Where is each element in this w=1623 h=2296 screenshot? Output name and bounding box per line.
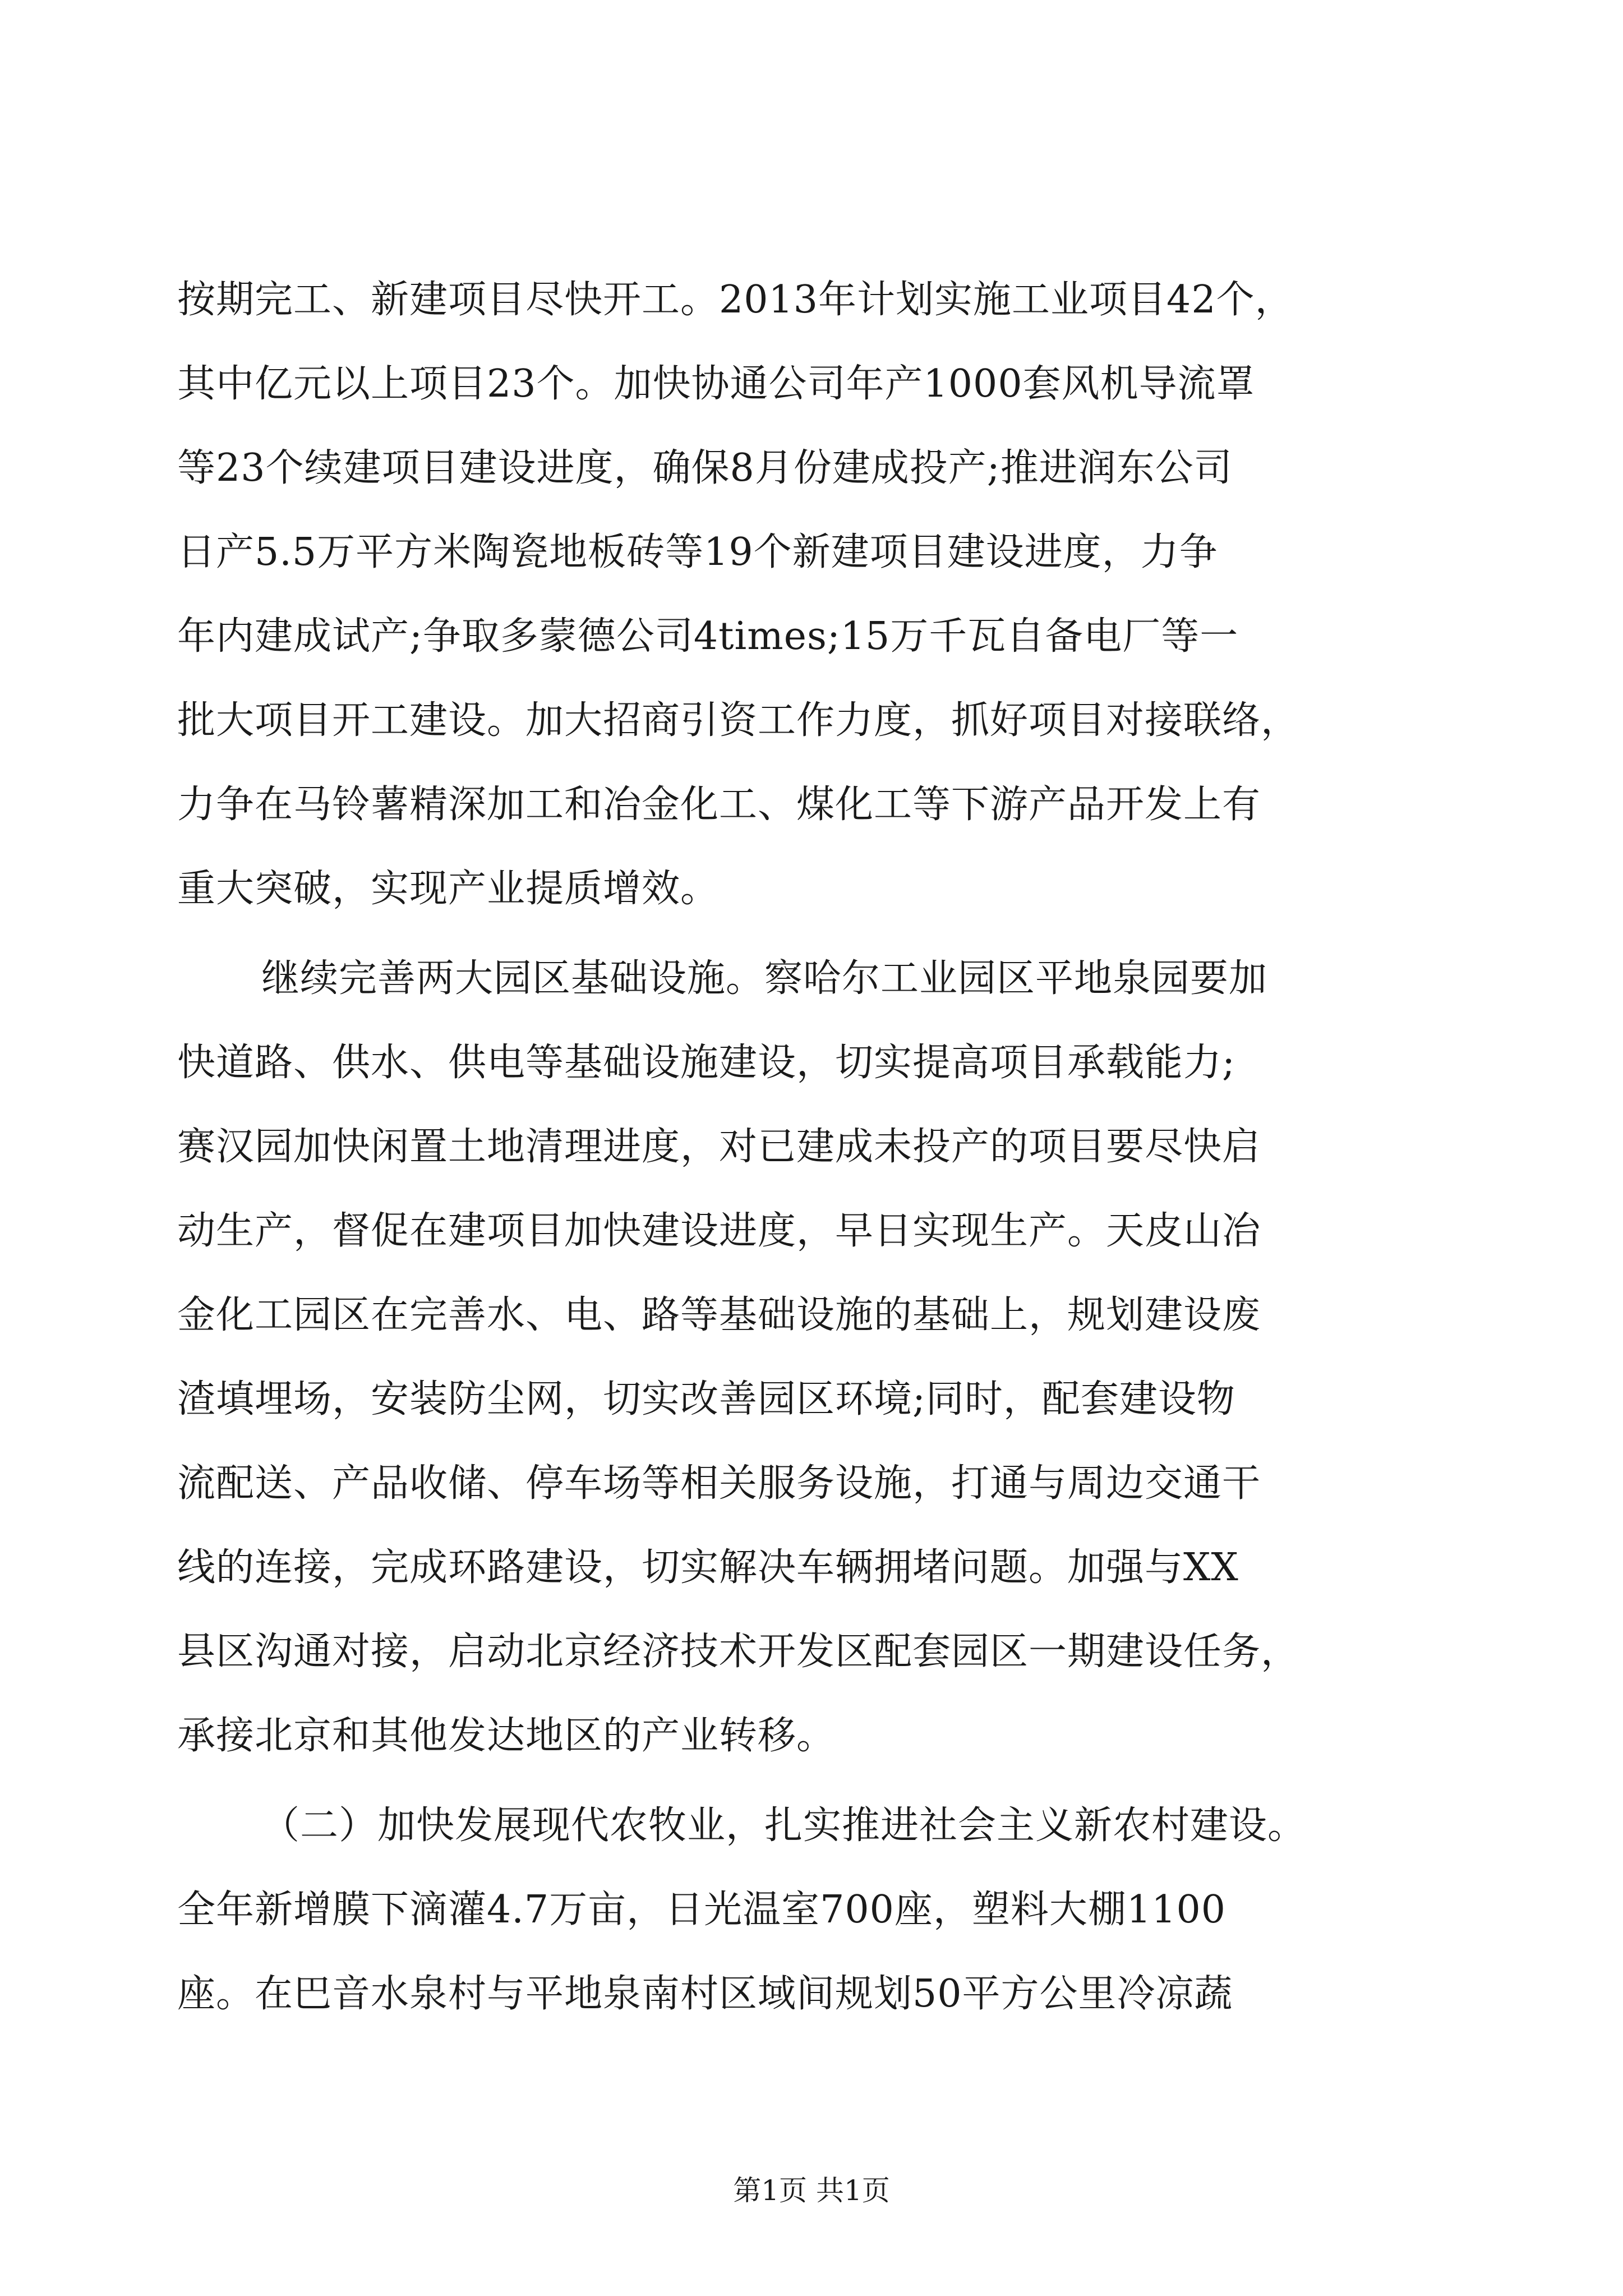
text-line: 批大项目开工建设。加大招商引资工作力度，抓好项目对接联络，: [177, 698, 1300, 743]
text-line: 流配送、产品收储、停车场等相关服务设施，打通与周边交通干: [177, 1461, 1261, 1506]
text-line: （二）加快发展现代农牧业，扎实推进社会主义新农村建设。: [261, 1803, 1307, 1848]
text-line: 年内建成试产;争取多蒙德公司4times;15万千瓦自备电厂等一: [177, 614, 1239, 659]
text-line: 县区沟通对接，启动北京经济技术开发区配套园区一期建设任务，: [177, 1630, 1300, 1674]
text-line: 渣填埋场，安装防尘网，切实改善园区环境;同时，配套建设物: [177, 1377, 1235, 1421]
text-line: 继续完善两大园区基础设施。察哈尔工业园区平地泉园要加: [261, 956, 1268, 1001]
page-number: 第1页 共1页: [733, 2174, 890, 2207]
text-line: 其中亿元以上项目23个。加快协通公司年产1000套风机导流罩: [177, 362, 1255, 406]
text-line: 金化工园区在完善水、电、路等基础设施的基础上，规划建设废: [177, 1293, 1261, 1337]
text-line: 力争在马铃薯精深加工和冶金化工、煤化工等下游产品开发上有: [177, 783, 1261, 827]
text-line: 动生产，督促在建项目加快建设进度，早日实现生产。天皮山冶: [177, 1209, 1261, 1253]
text-line: 线的连接，完成环路建设，切实解决车辆拥堵问题。加强与XX: [177, 1545, 1239, 1590]
text-line: 承接北京和其他发达地区的产业转移。: [177, 1714, 836, 1758]
text-line: 全年新增膜下滴灌4.7万亩，日光温室700座，塑料大棚1100: [177, 1888, 1226, 1932]
text-line: 赛汉园加快闲置土地清理进度，对已建成未投产的项目要尽快启: [177, 1125, 1261, 1169]
page-footer: [0, 2171, 1623, 2210]
text-line: 座。在巴音水泉村与平地泉南村区域间规划50平方公里冷凉蔬: [177, 1972, 1233, 2016]
text-line: 日产5.5万平方米陶瓷地板砖等19个新建项目建设进度，力争: [177, 530, 1218, 574]
text-line: 按期完工、新建项目尽快开工。2013年计划实施工业项目42个，: [177, 278, 1294, 322]
text-line: 重大突破，实现产业提质增效。: [177, 867, 720, 911]
text-line: 快道路、供水、供电等基础设施建设，切实提高项目承载能力;: [177, 1041, 1235, 1085]
text-line: 等23个续建项目建设进度，确保8月份建成投产;推进润东公司: [177, 446, 1233, 490]
